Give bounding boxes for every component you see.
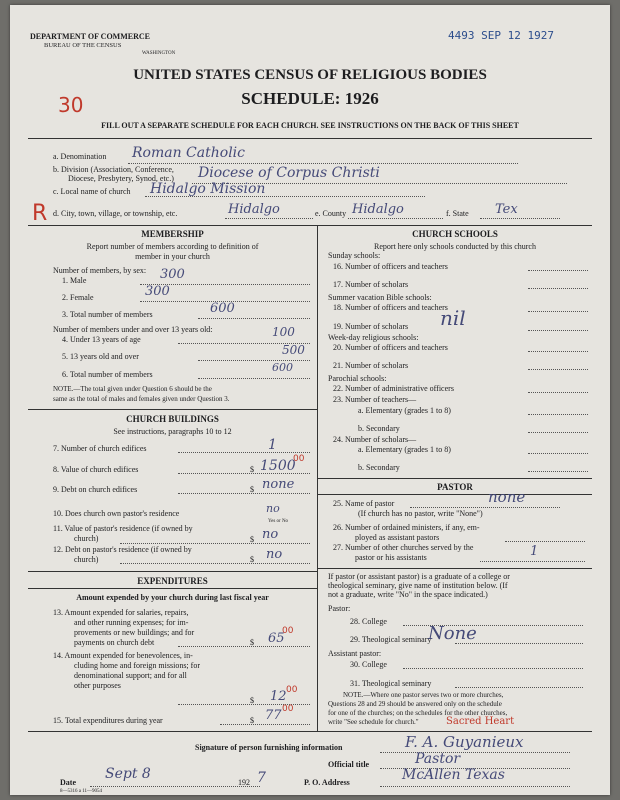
debt-label: 9. Debt on church edifices [53, 485, 138, 494]
membership-note-2: same as the total of males and females given under Question 3. [53, 395, 230, 403]
vacation-schools-label: Summer vacation Bible schools: [328, 293, 432, 302]
q27-value: 1 [530, 544, 539, 559]
currency-sign: $ [250, 485, 254, 494]
edifices-value: 1 [268, 437, 277, 453]
membership-note: NOTE.—The total given under Question 6 should be the [53, 385, 212, 393]
residence-label: 10. Does church own pastor's residence [53, 509, 180, 518]
benevolences-label-2: cluding home and foreign missions; for [74, 661, 200, 670]
city-label: d. City, town, village, or township, etc. [53, 209, 178, 218]
residence-value-label: 11. Value of pastor's residence (if owned by [53, 524, 193, 533]
salaries-label-4: payments on church debt [74, 638, 155, 647]
pastor-name-value: none [488, 488, 526, 506]
buildings-instruction: See instructions, paragraphs 10 to 12 [113, 427, 232, 436]
q17-label: 17. Number of scholars [333, 280, 409, 289]
signature-value: F. A. Guyanieux [405, 733, 524, 751]
church-name-label: c. Local name of church [53, 187, 131, 196]
q26-label-2: ployed as assistant pastors [355, 533, 440, 542]
membership-heading: MEMBERSHIP [141, 229, 204, 239]
church-name-value: Hidalgo Mission [150, 181, 266, 197]
q31-label: 31. Theological seminary [350, 679, 432, 688]
date-year-label: 192 [238, 778, 250, 787]
sunday-schools-label: Sunday schools: [328, 251, 381, 260]
assistant-pastor-label: Assistant pastor: [328, 649, 382, 658]
q26-label: 26. Number of ordained ministers, if any, em- [333, 523, 480, 532]
debt-value: none [262, 477, 295, 492]
instructions: FILL OUT A SEPARATE SCHEDULE FOR EACH CHURCH. SEE INSTRUCTIONS ON THE BACK OF THIS SHEET [101, 121, 519, 130]
schools-none-mark: nil [440, 306, 466, 330]
signature-label: Signature of person furnishing information [195, 743, 343, 752]
college-instruction-2: theological seminary, give name of institution below. (If [328, 581, 508, 590]
parochial-schools-label: Parochial schools: [328, 374, 387, 383]
buildings-heading: CHURCH BUILDINGS [126, 414, 219, 424]
city-value: Hidalgo [228, 202, 280, 217]
red-mark-00: 00 [293, 454, 305, 464]
county-label: e. County [315, 209, 347, 218]
expenditures-heading: EXPENDITURES [137, 576, 208, 586]
received-stamp: 4493 SEP 12 1927 [448, 29, 554, 42]
benevolences-value: 12 [270, 689, 287, 704]
census-form [10, 5, 610, 795]
q27-label-2: pastor or his assistants [355, 553, 427, 562]
schools-instruction: Report here only schools conducted by this church [374, 242, 536, 251]
q25-label: 25. Name of pastor [333, 499, 395, 508]
salaries-label-2: and other running expenses; for im- [74, 618, 189, 627]
college-instruction-3: not a graduate, write "No" in the space indicated.) [328, 590, 488, 599]
q30-label: 30. College [350, 660, 387, 669]
residence-value-value: no [262, 527, 279, 542]
salaries-value: 65 [268, 631, 285, 646]
currency-sign: $ [250, 696, 254, 705]
form-title: UNITED STATES CENSUS OF RELIGIOUS BODIES [133, 67, 487, 83]
benevolences-label-3: denominational support; and for all [74, 671, 187, 680]
membership-instruction-2: member in your church [135, 252, 210, 261]
total-expenditures-label: 15. Total expenditures during year [53, 716, 163, 725]
female-value: 300 [145, 284, 170, 299]
state-value: Tex [495, 202, 518, 217]
po-address-label: P. O. Address [304, 778, 350, 787]
over-13-label: 5. 13 years old and over [62, 352, 139, 361]
form-number: 8—5316 a 11—9054 [60, 789, 103, 794]
pastor-note: NOTE.—Where one pastor serves two or more churches, [343, 691, 504, 699]
currency-sign: $ [250, 535, 254, 544]
residence-value: no [266, 502, 280, 515]
q24b-label: b. Secondary [358, 463, 400, 472]
q23-label: 23. Number of teachers— [333, 395, 417, 404]
form-subtitle: SCHEDULE: 1926 [241, 89, 379, 108]
q20-label: 20. Number of officers and teachers [333, 343, 448, 352]
state-label: f. State [446, 209, 469, 218]
q28-label: 28. College [350, 617, 387, 626]
male-value: 300 [160, 267, 185, 282]
currency-sign: $ [250, 716, 254, 725]
currency-sign: $ [250, 465, 254, 474]
college-instruction: If pastor (or assistant pastor) is a graduate of a college or [328, 572, 510, 581]
q23a-label: a. Elementary (grades 1 to 8) [358, 406, 451, 415]
denomination-label: a. Denomination [53, 152, 107, 161]
total-expenditures-value: 77 [265, 708, 282, 723]
under-13-label: 4. Under 13 years of age [62, 335, 141, 344]
red-mark-salaries: 00 [282, 626, 294, 636]
residence-debt-label: 12. Debt on pastor's residence (if owned by [53, 545, 192, 554]
q23b-label: b. Secondary [358, 424, 400, 433]
edifice-value-value: 1500 [260, 458, 296, 474]
date-year-value: 7 [257, 770, 266, 786]
po-address-value: McAllen Texas [402, 767, 505, 783]
q25-hint: (If church has no pastor, write "None") [358, 509, 483, 518]
over-13-value: 500 [282, 343, 305, 357]
red-mark-r: R [32, 201, 48, 226]
pastor-note-4: write "See schedule for church." [328, 718, 419, 726]
denomination-value: Roman Catholic [132, 145, 245, 161]
division-value: Diocese of Corpus Christi [198, 165, 380, 181]
q24a-label: a. Elementary (grades 1 to 8) [358, 445, 451, 454]
female-label: 2. Female [62, 293, 94, 302]
q24-label: 24. Number of scholars— [333, 435, 417, 444]
residence-debt-label-2: church) [74, 555, 99, 564]
q18-label: 18. Number of officers and teachers [333, 303, 448, 312]
pastor-label: Pastor: [328, 604, 351, 613]
members-by-sex-label: Number of members, by sex: [53, 266, 147, 275]
pastor-heading: PASTOR [437, 482, 473, 492]
total-members-value: 600 [210, 301, 235, 316]
total-age-label: 6. Total number of members [62, 370, 153, 379]
weekday-schools-label: Week-day religious schools: [328, 333, 419, 342]
red-mark-total: 00 [282, 704, 294, 714]
division-label-2: Diocese, Presbytery, Synod, etc.) [68, 174, 174, 183]
division-label: b. Division (Association, Conference, [53, 165, 174, 174]
official-title-value: Pastor [415, 751, 461, 767]
male-label: 1. Male [62, 276, 87, 285]
membership-instruction: Report number of members according to definition of [86, 242, 259, 251]
residence-value-label-2: church) [74, 534, 99, 543]
college-none-value: None [428, 623, 477, 644]
date-value: Sept 8 [105, 766, 151, 782]
under-13-value: 100 [272, 325, 295, 339]
benevolences-label-4: other purposes [74, 681, 121, 690]
schools-heading: CHURCH SCHOOLS [412, 229, 498, 239]
currency-sign: $ [250, 555, 254, 564]
bureau-city: WASHINGTON [142, 51, 176, 56]
q16-label: 16. Number of officers and teachers [333, 262, 448, 271]
q27-label: 27. Number of other churches served by the [333, 543, 474, 552]
q29-label: 29. Theological seminary [350, 635, 432, 644]
total-age-value: 600 [272, 361, 293, 374]
q19-label: 19. Number of scholars [333, 322, 409, 331]
salaries-label: 13. Amount expended for salaries, repairs, [53, 608, 189, 617]
date-label: Date [60, 778, 76, 787]
bureau-name: BUREAU OF THE CENSUS [44, 42, 122, 49]
county-value: Hidalgo [352, 202, 404, 217]
edifices-label: 7. Number of church edifices [53, 444, 147, 453]
yes-or-no-hint: Yes or No [268, 519, 289, 524]
expenditures-instruction: Amount expended by your church during last fiscal year [76, 593, 269, 602]
q21-label: 21. Number of scholars [333, 361, 409, 370]
pastor-note-3: for one of the churches; on the schedules for the other churches, [328, 709, 508, 717]
residence-debt-value: no [266, 547, 283, 562]
currency-sign: $ [250, 638, 254, 647]
red-mark-30: 30 [58, 93, 84, 117]
benevolences-label: 14. Amount expended for benevolences, in- [53, 651, 193, 660]
note-red-scribble: Sacred Heart [446, 716, 515, 727]
edifice-value-label: 8. Value of church edifices [53, 465, 139, 474]
pastor-note-2: Questions 28 and 29 should be answered only on the schedule [328, 700, 502, 708]
salaries-label-3: provements or new buildings; and for [74, 628, 195, 637]
department-name: DEPARTMENT OF COMMERCE [30, 32, 151, 41]
total-members-label: 3. Total number of members [62, 310, 153, 319]
official-title-label: Official title [328, 760, 370, 769]
age-label: Number of members under and over 13 years old: [53, 325, 213, 334]
q22-label: 22. Number of administrative officers [333, 384, 454, 393]
red-mark-benevolences: 00 [286, 685, 298, 695]
